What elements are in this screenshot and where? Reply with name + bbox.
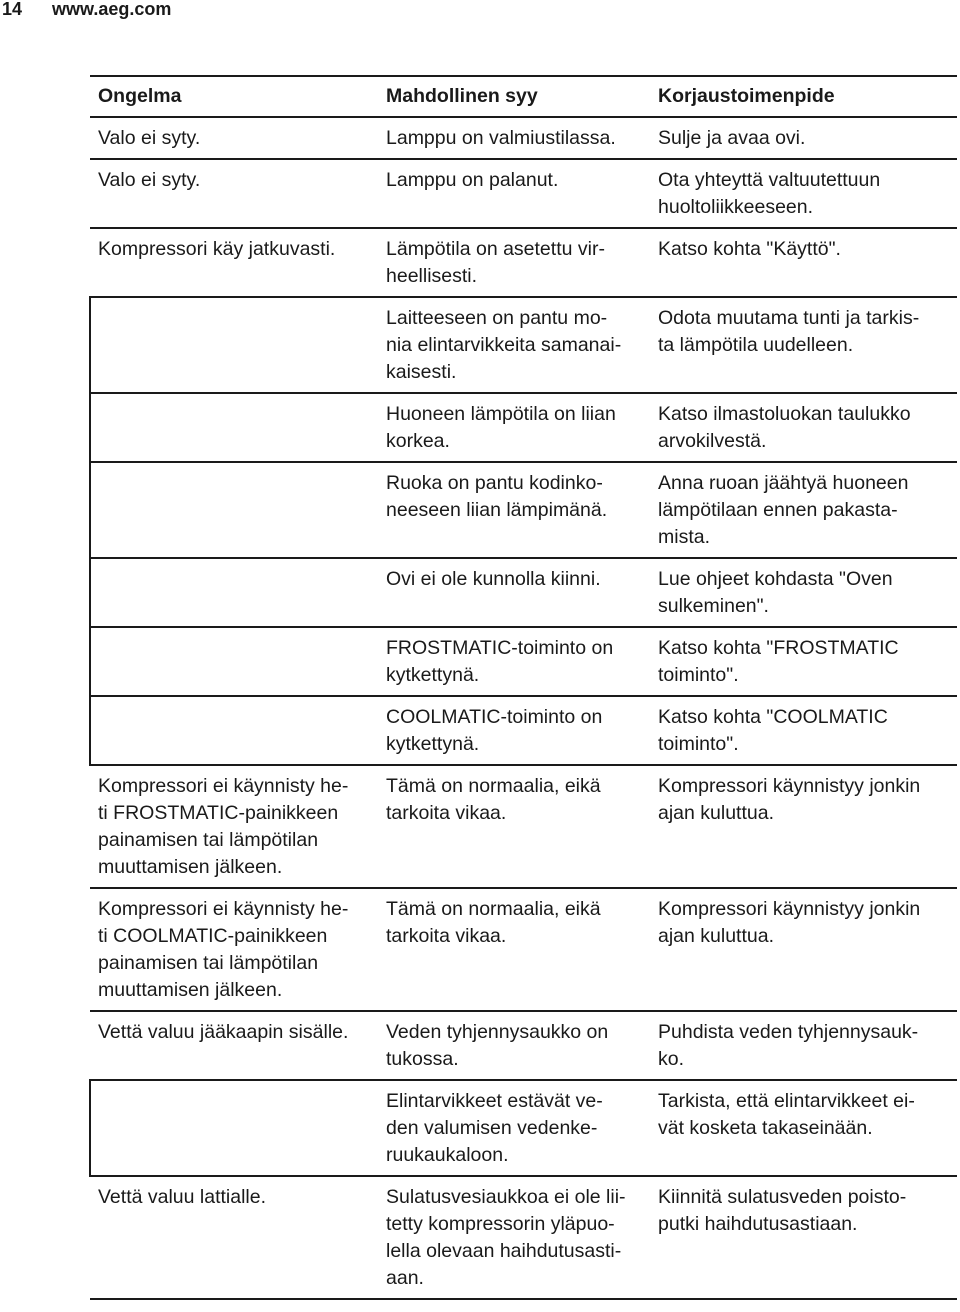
cell-problem: Vettä valuu lattialle. xyxy=(98,1186,267,1208)
cell-cause: Elintarvikkeet estävät ve- den valumisen vedenke- ruukaukaloon. xyxy=(386,1090,603,1166)
cell-solution: Lue ohjeet kohdasta "Oven sulkeminen". xyxy=(658,568,893,617)
column-header-cause: Mahdollinen syy xyxy=(378,76,650,117)
page-header xyxy=(0,0,960,22)
column-header-problem: Ongelma xyxy=(90,76,378,117)
table-row xyxy=(90,159,957,228)
cell-problem xyxy=(90,1080,378,1176)
cell-problem: Kompressori ei käynnisty he- ti COOLMATIC-painikkeen painamisen tai lämpötilan muuttamisen jälkeen. xyxy=(98,898,349,1001)
cell-solution: Katso ilmastoluokan taulukko arvokilvestä. xyxy=(658,403,911,452)
cell-solution: Katso kohta "FROSTMATIC toiminto". xyxy=(658,637,899,686)
cell-problem xyxy=(90,462,378,558)
cell-problem: Valo ei syty. xyxy=(98,127,201,149)
cell-cause: Tämä on normaalia, eikä tarkoita vikaa. xyxy=(386,775,601,824)
cell-solution: Sulje ja avaa ovi. xyxy=(658,127,806,149)
cell-cause: Lämpötila on asetettu vir- heellisesti. xyxy=(386,238,605,287)
cell-cause: Huoneen lämpötila on liian korkea. xyxy=(386,403,616,452)
cell-solution: Katso kohta "Käyttö". xyxy=(658,238,841,260)
table-row xyxy=(90,393,957,462)
table-header-row xyxy=(90,76,957,117)
table-row xyxy=(90,627,957,696)
troubleshooting-table xyxy=(89,75,957,1300)
table-row xyxy=(90,462,957,558)
cell-solution: Kiinnitä sulatusveden poisto- putki haihdutusastiaan. xyxy=(658,1186,907,1235)
table-row xyxy=(90,117,957,159)
cell-problem: Kompressori käy jatkuvasti. xyxy=(98,238,336,260)
table-row xyxy=(90,558,957,627)
cell-solution: Ota yhteyttä valtuutettuun huoltoliikkeeseen. xyxy=(658,169,881,218)
cell-problem xyxy=(90,627,378,696)
cell-solution: Puhdista veden tyhjennysauk- ko. xyxy=(658,1021,919,1070)
table-row xyxy=(90,765,957,888)
cell-cause: Laitteeseen on pantu mo- nia elintarvikkeita samanai- kaisesti. xyxy=(386,307,622,383)
cell-solution: Kompressori käynnistyy jonkin ajan kuluttua. xyxy=(658,775,921,824)
column-header-solution: Korjaustoimenpide xyxy=(650,76,957,117)
cell-problem xyxy=(90,558,378,627)
cell-cause: Lamppu on valmiustilassa. xyxy=(386,127,616,149)
cell-cause: Ruoka on pantu kodinko- neeseen liian lämpimänä. xyxy=(386,472,608,521)
cell-cause: Sulatusvesiaukkoa ei ole lii- tetty kompressorin yläpuo- lella olevaan haihdutusasti- aan. xyxy=(386,1186,626,1289)
cell-problem: Kompressori ei käynnisty he- ti FROSTMATIC-painikkeen painamisen tai lämpötilan muuttamisen jälkeen. xyxy=(98,775,349,878)
page-number: 14 xyxy=(2,0,23,19)
table-row xyxy=(90,297,957,393)
table-row xyxy=(90,1011,957,1080)
table-row xyxy=(90,1176,957,1299)
cell-solution: Odota muutama tunti ja tarkis- ta lämpötila uudelleen. xyxy=(658,307,920,356)
cell-cause: Tämä on normaalia, eikä tarkoita vikaa. xyxy=(386,898,601,947)
cell-cause: Veden tyhjennysaukko on tukossa. xyxy=(386,1021,609,1070)
cell-cause: Lamppu on palanut. xyxy=(386,169,559,191)
cell-problem: Valo ei syty. xyxy=(98,169,201,191)
cell-problem xyxy=(90,696,378,765)
table-row xyxy=(90,228,957,297)
cell-problem xyxy=(90,297,378,393)
header-url: www.aeg.com xyxy=(52,0,172,19)
table-row xyxy=(90,888,957,1011)
cell-problem: Vettä valuu jääkaapin sisälle. xyxy=(98,1021,349,1043)
cell-solution: Tarkista, että elintarvikkeet ei- vät kosketa takaseinään. xyxy=(658,1090,915,1139)
table-row xyxy=(90,696,957,765)
cell-solution: Anna ruoan jäähtyä huoneen lämpötilaan ennen pakasta- mista. xyxy=(658,472,909,548)
cell-cause: COOLMATIC-toiminto on kytkettynä. xyxy=(386,706,603,755)
cell-solution: Katso kohta "COOLMATIC toiminto". xyxy=(658,706,888,755)
cell-cause: Ovi ei ole kunnolla kiinni. xyxy=(386,568,601,590)
cell-cause: FROSTMATIC-toiminto on kytkettynä. xyxy=(386,637,614,686)
table-row xyxy=(90,1080,957,1176)
cell-problem xyxy=(90,393,378,462)
cell-solution: Kompressori käynnistyy jonkin ajan kuluttua. xyxy=(658,898,921,947)
